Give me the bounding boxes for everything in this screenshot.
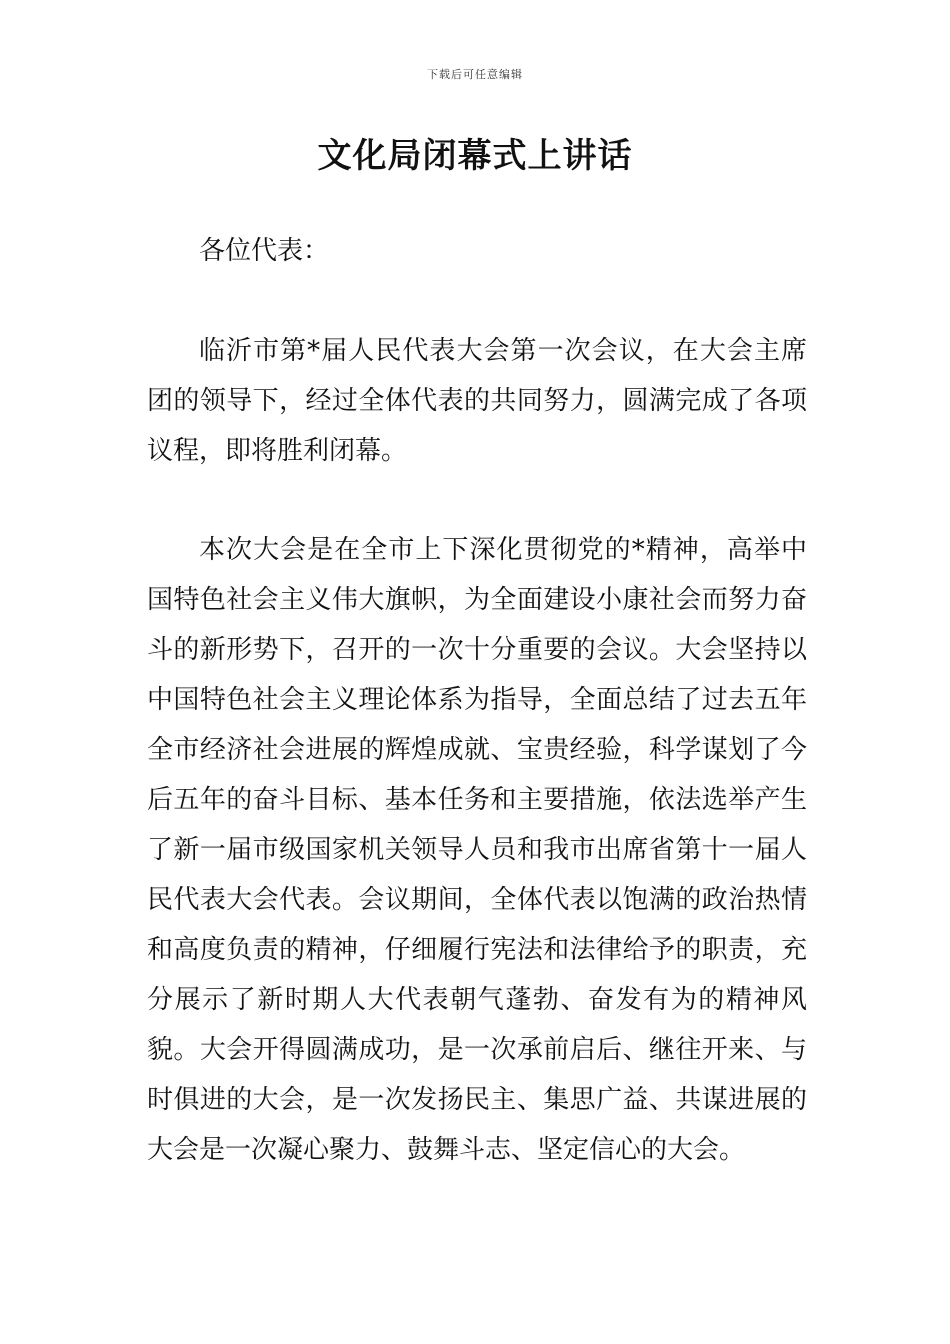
header-note: 下载后可任意编辑 [427,68,523,81]
document-title: 文化局闭幕式上讲话 [317,136,633,176]
paragraph-1: 临沂市第*届人民代表大会第一次会议，在大会主席团的领导下，经过全体代表的共同努力，圆满完成了各项议程，即将胜利闭幕。 [147,336,807,466]
salutation: 各位代表： [199,236,330,266]
paragraph-2: 本次大会是在全市上下深化贯彻党的*精神，高举中国特色社会主义伟大旗帜，为全面建设小康社会而努力奋斗的新形势下，召开的一次十分重要的会议。大会坚持以中国特色社会主义理论体系为指导，全面总结了过去五年全市经济社会进展的辉煌成就、宝贵经验，科学谋划了今后五年的奋斗目标、基本任务和主要措施，依法选举产生了新一届市级国家机关领导人员和我市出席省第十一届人民代表大会代表。会议期间，全体代表以饱满的政治热情和高度负责的精神，仔细履行宪法和法律给予的职责，充分展示了新时期人大代表朝气蓬勃、奋发有为的精神风貌。大会开得圆满成功，是一次承前启后、继往开来、与时俱进的大会，是一次发扬民主、集思广益、共谋进展的大会是一次凝心聚力、鼓舞斗志、坚定信心的大会。 [147,535,807,1165]
